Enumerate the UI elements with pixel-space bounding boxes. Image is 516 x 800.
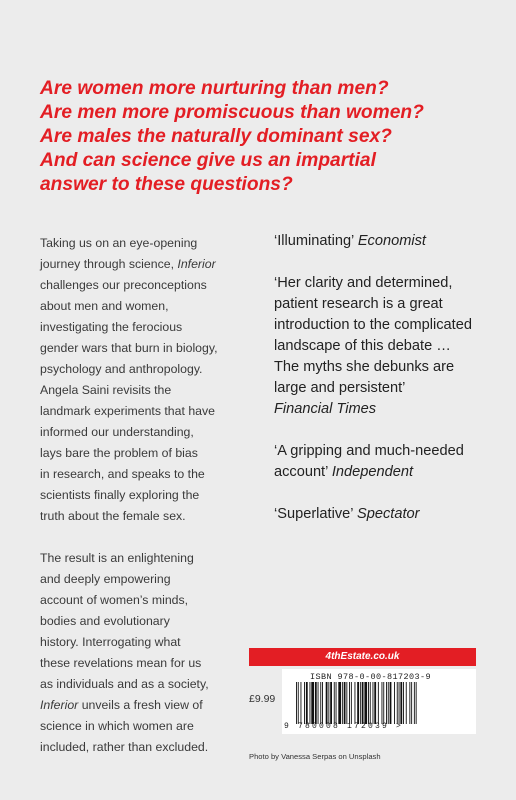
blurb-paragraph-1 — [40, 233, 262, 527]
photo-credit: Photo by Vanessa Serpas on Unsplash — [249, 752, 381, 761]
barcode — [282, 669, 476, 734]
book-title: Inferior — [40, 698, 79, 712]
barcode-bar — [382, 682, 383, 724]
blurb-line: Angela Saini revisits the — [40, 383, 172, 397]
quote-line — [274, 462, 514, 483]
blurb-line: and deeply empowering — [40, 572, 171, 586]
isbn-text: ISBN 978-0-00-817203-9 — [310, 672, 432, 682]
quote-text: ‘Superlative’ — [274, 506, 358, 522]
blurb-line: investigating the ferocious — [40, 320, 183, 334]
barcode-bar — [400, 682, 402, 724]
barcode-bar — [342, 682, 343, 724]
barcode-digits: 9 780008 172039 > — [284, 722, 404, 731]
blurb-line: bodies and evolutionary — [40, 614, 170, 628]
barcode-bar — [364, 682, 367, 724]
barcode-bar — [304, 682, 305, 724]
barcode-bar — [411, 682, 412, 724]
quote-line: landscape of this debate … — [274, 338, 451, 354]
blurb-line: informed our understanding, — [40, 425, 194, 439]
question-line: Are women more nurturing than men? — [40, 78, 389, 99]
review-quote — [274, 273, 514, 420]
barcode-bar — [336, 682, 337, 724]
quote-text: account’ — [274, 464, 332, 480]
barcode-bar — [390, 682, 392, 724]
barcode-bar — [403, 682, 404, 724]
quote-source: Financial Times — [274, 401, 377, 417]
blurb-line: as individuals and as a society, — [40, 677, 209, 691]
barcode-bar — [315, 682, 317, 724]
barcode-bar — [357, 682, 359, 724]
barcode-bar — [386, 682, 387, 724]
blurb-line: gender wars that burn in biology, — [40, 341, 218, 355]
quote-source: Economist — [357, 233, 426, 249]
barcode-bar — [383, 682, 384, 724]
blurb-line: lays bare the problem of bias — [40, 446, 198, 460]
barcode-bar — [406, 682, 407, 724]
barcode-bar — [298, 682, 299, 724]
review-quote — [274, 231, 514, 252]
barcode-bar — [416, 682, 417, 724]
barcode-bar — [310, 682, 311, 724]
blurb-line — [40, 254, 262, 275]
barcode-bar — [378, 682, 379, 724]
barcode-bar — [330, 682, 332, 724]
barcode-bar — [360, 682, 361, 724]
barcode-bar — [349, 682, 350, 724]
barcode-bar — [296, 682, 297, 724]
blurb-line: account of women’s minds, — [40, 593, 189, 607]
quote-line — [274, 399, 514, 420]
review-quote — [274, 504, 514, 525]
blurb-line: science in which women are — [40, 719, 194, 733]
blurb — [40, 233, 262, 758]
barcode-bars — [296, 682, 462, 724]
quote-source: Independent — [331, 464, 414, 480]
barcode-bar — [397, 682, 398, 724]
blurb-line: scientists finally exploring the — [40, 488, 200, 502]
question-line: answer to these questions? — [40, 174, 293, 195]
publisher-website-banner: 4thEstate.co.uk — [249, 648, 476, 666]
quote-source: Spectator — [357, 506, 420, 522]
barcode-bar — [399, 682, 400, 724]
barcode-bar — [394, 682, 395, 724]
barcode-bar — [326, 682, 328, 724]
blurb-line: psychology and anthropology. — [40, 362, 203, 376]
blurb-line: The result is an enlightening — [40, 551, 194, 565]
barcode-bar — [328, 682, 329, 724]
blurb-text: unveils a fresh view of — [78, 698, 203, 712]
review-quote — [274, 441, 514, 483]
barcode-bar — [373, 682, 374, 724]
blurb-text: journey through science, — [40, 257, 178, 271]
barcode-bar — [346, 682, 347, 724]
barcode-bar — [368, 682, 369, 724]
blurb-line: truth about the female sex. — [40, 509, 186, 523]
blurb-line: about men and women, — [40, 299, 169, 313]
quote-line — [274, 231, 514, 252]
blurb-line: these revelations mean for us — [40, 656, 202, 670]
blurb-line: in research, and speaks to the — [40, 467, 205, 481]
blurb-line: challenges our preconceptions — [40, 278, 207, 292]
barcode-bar — [311, 682, 314, 724]
blurb-paragraph-2 — [40, 548, 262, 758]
barcode-bar — [374, 682, 376, 724]
quote-line: The myths she debunks are — [274, 359, 455, 375]
question-line: Are males the naturally dominant sex? — [40, 126, 392, 147]
book-title: Inferior — [177, 257, 216, 271]
blurb-line: history. Interrogating what — [40, 635, 181, 649]
barcode-bar — [362, 682, 364, 724]
blurb-line: landmark experiments that have — [40, 404, 215, 418]
barcode-bar — [355, 682, 356, 724]
barcode-bar — [351, 682, 352, 724]
review-quotes — [274, 231, 514, 525]
headline-questions — [40, 77, 500, 197]
quote-line: ‘Her clarity and determined, — [274, 275, 453, 291]
barcode-bar — [301, 682, 302, 724]
barcode-bar — [344, 682, 346, 724]
quote-text: ‘Illuminating’ — [274, 233, 358, 249]
quote-line: ‘A gripping and much-needed — [274, 443, 464, 459]
barcode-bar — [320, 682, 321, 724]
price-label: £9.99 — [249, 693, 276, 705]
barcode-bar — [388, 682, 389, 724]
quote-line — [274, 504, 514, 525]
blurb-line: Taking us on an eye-opening — [40, 236, 198, 250]
barcode-bar — [409, 682, 410, 724]
question-line: And can science give us an impartial — [40, 150, 376, 171]
quote-line: patient research is a great — [274, 296, 443, 312]
barcode-bar — [306, 682, 308, 724]
blurb-line: included, rather than excluded. — [40, 740, 209, 754]
barcode-bar — [414, 682, 415, 724]
question-line: Are men more promiscuous than women? — [40, 102, 424, 123]
quote-line: introduction to the complicated — [274, 317, 472, 333]
barcode-bar — [370, 682, 371, 724]
barcode-bar — [318, 682, 319, 724]
barcode-bar — [338, 682, 341, 724]
quote-line: large and persistent’ — [274, 380, 406, 396]
barcode-bar — [322, 682, 323, 724]
barcode-bar — [334, 682, 335, 724]
blurb-line — [40, 695, 262, 716]
